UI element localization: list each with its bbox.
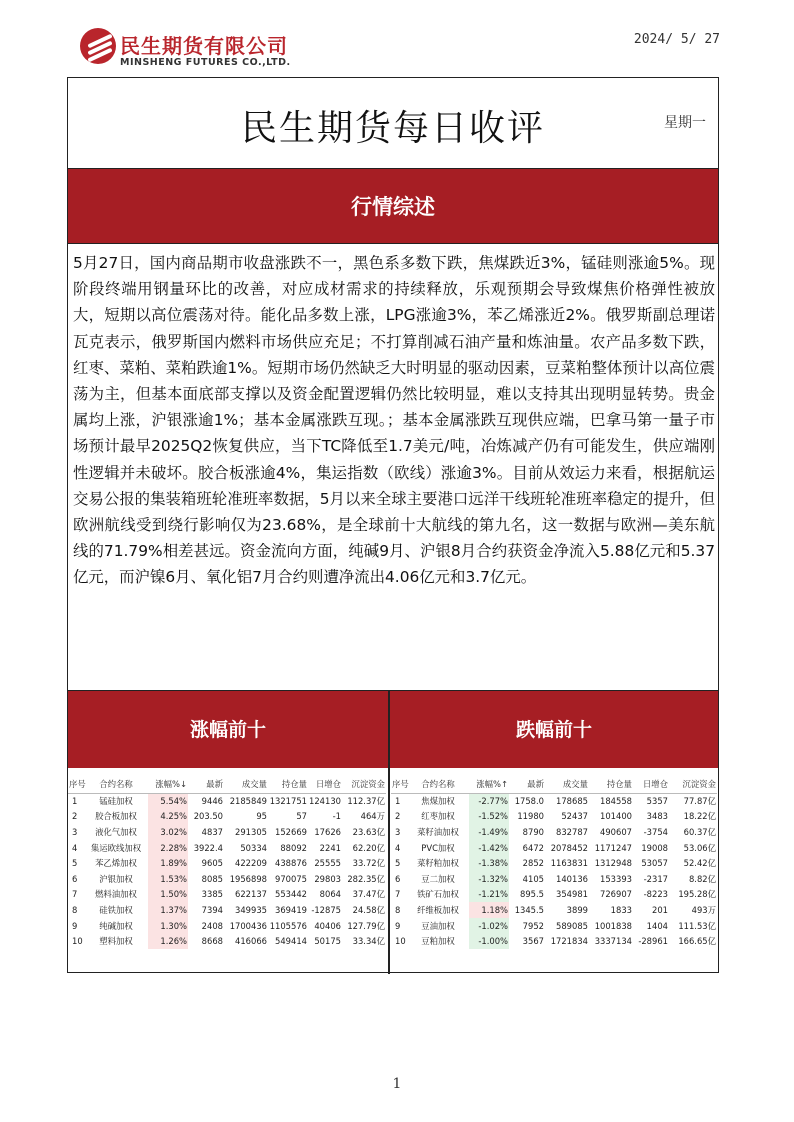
table-row (68, 871, 386, 887)
table-row (68, 793, 386, 809)
losers-col-header: 成交量 (545, 775, 589, 793)
gainers-cell: 7394 (201, 904, 223, 915)
title-row (68, 78, 718, 168)
gainers-cell: 112.37亿 (347, 796, 385, 807)
losers-cell: 豆粕加权 (421, 936, 455, 947)
page-header (0, 0, 794, 80)
losers-heading: 跌幅前十 (390, 690, 718, 768)
gainers-cell: 553442 (275, 889, 307, 900)
losers-table (391, 775, 717, 949)
gainers-cell: 6 (72, 873, 78, 884)
report-date: 2024/ 5/ 27 (633, 32, 720, 47)
gainers-cell: 25555 (314, 858, 341, 869)
losers-cell: 166.65亿 (678, 936, 716, 947)
losers-cell: 6 (395, 873, 401, 884)
table-row (391, 855, 717, 871)
losers-cell: 178685 (556, 796, 588, 807)
losers-col-header: 持仓量 (589, 775, 633, 793)
table-row (391, 918, 717, 934)
table-row (391, 840, 717, 856)
table-row (68, 918, 386, 934)
gainers-cell: 7 (72, 889, 78, 900)
gainers-cell: 8064 (319, 889, 341, 900)
losers-cell: 5357 (646, 796, 668, 807)
gainers-cell: 4837 (201, 826, 223, 837)
losers-cell: 895.5 (520, 889, 544, 900)
gainers-cell: 9 (72, 920, 78, 931)
gainers-cell: 438876 (275, 858, 307, 869)
losers-col-header: 沉淀资金 (669, 775, 717, 793)
gainers-table (68, 775, 386, 949)
losers-cell: 1 (395, 796, 401, 807)
losers-cell: -1.49% (469, 824, 509, 840)
losers-cell: 77.87亿 (683, 796, 716, 807)
losers-cell: 1163831 (550, 858, 588, 869)
gainers-cell: 24.58亿 (352, 904, 385, 915)
losers-cell: -8223 (643, 889, 668, 900)
gainers-cell: 9446 (201, 796, 223, 807)
losers-cell: 1721834 (550, 936, 588, 947)
gainers-cell: 50175 (314, 936, 341, 947)
losers-cell: 3 (395, 826, 401, 837)
losers-cell: 3899 (566, 904, 588, 915)
gainers-cell: 95 (256, 811, 267, 822)
losers-cell: 60.37亿 (683, 826, 716, 837)
losers-cell: 4 (395, 842, 401, 853)
gainers-cell: 40406 (314, 920, 341, 931)
losers-cell: 6472 (522, 842, 544, 853)
table-row (68, 933, 386, 949)
weekday-label: 星期一 (664, 115, 706, 131)
report-title: 民生期货每日收评 (240, 108, 545, 149)
table-row (391, 902, 717, 918)
losers-cell: 832787 (556, 826, 588, 837)
losers-cell: 7 (395, 889, 401, 900)
gainers-cell: 5 (72, 858, 78, 869)
gainers-cell: 2241 (319, 842, 341, 853)
minsheng-logo-icon (80, 28, 116, 64)
losers-cell: PVC加权 (421, 842, 455, 853)
gainers-cell: 1 (72, 796, 78, 807)
table-row (68, 887, 386, 903)
gainers-cell: 50334 (240, 842, 267, 853)
gainers-cell: 17626 (314, 826, 341, 837)
gainers-cell: 37.47亿 (352, 889, 385, 900)
gainers-cell: 3385 (201, 889, 223, 900)
losers-cell: -1.32% (469, 871, 509, 887)
gainers-cell: 127.79亿 (347, 920, 385, 931)
gainers-col-header: 沉淀资金 (342, 775, 386, 793)
gainers-cell: 1.26% (148, 933, 188, 949)
losers-cell: -2.77% (469, 793, 509, 809)
gainers-cell: 燃料油加权 (95, 889, 137, 900)
gainers-cell: 3 (72, 826, 78, 837)
losers-col-header: 涨幅%↑ (469, 775, 509, 793)
gainers-cell: 422209 (235, 858, 267, 869)
gainers-cell: 4.25% (148, 809, 188, 825)
losers-cell: 52.42亿 (683, 858, 716, 869)
gainers-cell: 2 (72, 811, 78, 822)
losers-col-header: 最新 (509, 775, 545, 793)
gainers-col-header: 合约名称 (84, 775, 148, 793)
losers-cell: 1001838 (594, 920, 632, 931)
gainers-body (68, 793, 386, 949)
losers-cell: 1171247 (594, 842, 632, 853)
gainers-cell: 124130 (309, 796, 341, 807)
gainers-cell: 349935 (235, 904, 267, 915)
losers-cell: -1.42% (469, 840, 509, 856)
gainers-cell: 液化气加权 (95, 826, 137, 837)
losers-cell: -2317 (643, 873, 668, 884)
gainers-cell: -12875 (311, 904, 341, 915)
losers-cell: 19008 (641, 842, 668, 853)
losers-cell: 1345.5 (514, 904, 544, 915)
gainers-cell: 锰硅加权 (99, 796, 133, 807)
gainers-cell: 416066 (235, 936, 267, 947)
gainers-cell: 苯乙烯加权 (95, 858, 137, 869)
losers-cell: 1.18% (469, 902, 509, 918)
gainers-cell: 282.35亿 (347, 873, 385, 884)
gainers-cell: 1.37% (148, 902, 188, 918)
gainers-cell: 152669 (275, 826, 307, 837)
losers-body (391, 793, 717, 949)
losers-cell: 1404 (646, 920, 668, 931)
table-row (68, 855, 386, 871)
losers-cell: 3337134 (594, 936, 632, 947)
losers-cell: 140136 (556, 873, 588, 884)
gainers-cell: 1.53% (148, 871, 188, 887)
losers-cell: 53.06亿 (683, 842, 716, 853)
gainers-cell: 1956898 (229, 873, 267, 884)
losers-cell: 10 (395, 936, 406, 947)
losers-cell: 8 (395, 904, 401, 915)
losers-cell: -1.02% (469, 918, 509, 934)
table-row (68, 840, 386, 856)
gainers-cell: 1700436 (229, 920, 267, 931)
report-frame (67, 77, 719, 973)
table-row (68, 824, 386, 840)
losers-col-header: 合约名称 (407, 775, 469, 793)
losers-cell: 5 (395, 858, 401, 869)
losers-cell: 490607 (600, 826, 632, 837)
gainers-heading: 涨幅前十 (68, 690, 388, 768)
losers-cell: 2 (395, 811, 401, 822)
losers-cell: 53057 (641, 858, 668, 869)
gainers-cell: 1105576 (269, 920, 307, 931)
losers-cell: 18.22亿 (683, 811, 716, 822)
gainers-cell: 2408 (201, 920, 223, 931)
gainers-cell: 291305 (235, 826, 267, 837)
overview-heading: 行情综述 (68, 168, 718, 244)
losers-cell: 红枣加权 (421, 811, 455, 822)
gainers-cell: 3922.4 (193, 842, 223, 853)
gainers-cell: 57 (296, 811, 307, 822)
table-row (391, 871, 717, 887)
gainers-header-row (68, 775, 386, 793)
gainers-cell: 1.30% (148, 918, 188, 934)
losers-cell: 4105 (522, 873, 544, 884)
table-row (68, 809, 386, 825)
gainers-col-header: 涨幅%↓ (148, 775, 188, 793)
gainers-cell: 硅铁加权 (99, 904, 133, 915)
losers-cell: 726907 (600, 889, 632, 900)
losers-cell: 2852 (522, 858, 544, 869)
losers-cell: 201 (652, 904, 668, 915)
gainers-cell: 29803 (314, 873, 341, 884)
losers-header-row (391, 775, 717, 793)
gainers-cell: 203.50 (193, 811, 223, 822)
losers-cell: 菜籽粕加权 (417, 858, 459, 869)
losers-cell: -1.00% (469, 933, 509, 949)
losers-cell: -3754 (643, 826, 668, 837)
losers-cell: 184558 (600, 796, 632, 807)
gainers-cell: 纯碱加权 (99, 920, 133, 931)
losers-cell: 3483 (646, 811, 668, 822)
table-row (391, 887, 717, 903)
table-row (391, 793, 717, 809)
losers-cell: -1.21% (469, 887, 509, 903)
losers-cell: 589085 (556, 920, 588, 931)
gainers-cell: 10 (72, 936, 83, 947)
losers-cell: 菜籽油加权 (417, 826, 459, 837)
gainers-col-header: 成交量 (224, 775, 268, 793)
losers-cell: 1833 (610, 904, 632, 915)
gainers-cell: 8 (72, 904, 78, 915)
gainers-cell: 33.72亿 (352, 858, 385, 869)
gainers-cell: 970075 (275, 873, 307, 884)
table-row (391, 933, 717, 949)
gainers-cell: 464万 (360, 811, 385, 822)
gainers-cell: 88092 (280, 842, 307, 853)
losers-cell: -1.52% (469, 809, 509, 825)
gainers-cell: 23.63亿 (352, 826, 385, 837)
gainers-cell: 8085 (201, 873, 223, 884)
market-summary-text: 5月27日，国内商品期市收盘涨跌不一，黑色系多数下跌，焦煤跌近3%，锰硅则涨逾5%。现阶段终端用钢量环比的改善，对应成材需求的持续释放，乐观预期会导致煤焦价格弹性被放大，短期以高位震荡对待。能化品多数上涨，LPG涨逾3%，苯乙烯涨近2%。俄罗斯副总理诺瓦克表示，俄罗斯国内燃料市场供应充足；不打算削减石油产量和炼油量。农产品多数下跌，红枣、菜粕、菜粕跌逾1%。短期市场仍然缺乏大时明显的驱动因素，豆菜粕整体预计以高位震荡为主，但基本面底部支撑以及资金配置逻辑仍然比较明显，难以支持其出现明显转势。贵金属均上涨，沪银涨逾1%；基本金属涨跌互现。；基本金属涨跌互现供应端，巴拿马第一量子市场预计最早2025Q2恢复供应，当下TC降低至1.7美元/吨，冶炼减产仍有可能发生，供应端刚性逻辑并未破坏。胶合板涨逾4%，集运指数（欧线）涨逾3%。目前从效运力来看，根据航运交易公报的集装箱班轮准班率数据，5月以来全球主要港口远洋干线班轮准班率稳定的提升，但欧洲航线受到绕行影响仅为23.68%，是全球前十大航线的第九名，这一数据与欧洲—美东航线的71.79%相差甚远。资金流向方面，纯碱9月、沪银8月合约获资金净流入5.88亿元和5.37亿元，而沪镍6月、氧化铝7月合约则遭净流出4.06亿元和3.7亿元。 (73, 254, 715, 587)
gainers-cell: 33.34亿 (352, 936, 385, 947)
losers-cell: -28961 (638, 936, 668, 947)
gainers-cell: 549414 (275, 936, 307, 947)
gainers-cell: -1 (332, 811, 341, 822)
losers-cell: 11980 (517, 811, 544, 822)
losers-cell: -1.38% (469, 855, 509, 871)
gainers-cell: 2185849 (229, 796, 267, 807)
table-row (391, 809, 717, 825)
page-number: 1 (392, 1076, 402, 1092)
losers-cell: 焦煤加权 (421, 796, 455, 807)
losers-cell: 52437 (561, 811, 588, 822)
losers-cell: 493万 (691, 904, 716, 915)
losers-cell: 2078452 (550, 842, 588, 853)
losers-cell: 3567 (522, 936, 544, 947)
gainers-cell: 胶合板加权 (95, 811, 137, 822)
losers-cell: 豆二加权 (421, 873, 455, 884)
gainers-cell: 1321751 (269, 796, 307, 807)
gainers-cell: 3.02% (148, 824, 188, 840)
gainers-col-header: 持仓量 (268, 775, 308, 793)
losers-col-header: 日增仓 (633, 775, 669, 793)
losers-col-header: 序号 (391, 775, 407, 793)
gainers-col-header: 序号 (68, 775, 84, 793)
losers-cell: 铁矿石加权 (417, 889, 459, 900)
gainers-cell: 9605 (201, 858, 223, 869)
losers-cell: 1312948 (594, 858, 632, 869)
table-row (391, 824, 717, 840)
table-row (68, 902, 386, 918)
losers-cell: 354981 (556, 889, 588, 900)
gainers-cell: 沪银加权 (99, 873, 133, 884)
gainers-col-header: 最新 (188, 775, 224, 793)
gainers-cell: 1.50% (148, 887, 188, 903)
losers-cell: 8.82亿 (688, 873, 716, 884)
gainers-cell: 集运欧线加权 (90, 842, 142, 853)
gainers-cell: 4 (72, 842, 78, 853)
losers-cell: 8790 (522, 826, 544, 837)
losers-cell: 195.28亿 (678, 889, 716, 900)
gainers-cell: 1.89% (148, 855, 188, 871)
losers-cell: 1758.0 (514, 796, 544, 807)
column-divider (388, 690, 390, 974)
company-name-en: MINSHENG FUTURES CO.,LTD. (120, 57, 291, 68)
gainers-cell: 5.54% (148, 793, 188, 809)
losers-cell: 153393 (600, 873, 632, 884)
losers-cell: 7952 (522, 920, 544, 931)
gainers-cell: 62.20亿 (352, 842, 385, 853)
gainers-cell: 369419 (275, 904, 307, 915)
company-name-cn: 民生期货有限公司 (120, 34, 288, 58)
gainers-col-header: 日增仓 (308, 775, 342, 793)
gainers-cell: 8668 (201, 936, 223, 947)
losers-cell: 111.53亿 (678, 920, 716, 931)
gainers-cell: 塑料加权 (99, 936, 133, 947)
losers-cell: 9 (395, 920, 401, 931)
losers-cell: 纤维板加权 (417, 904, 459, 915)
losers-cell: 101400 (600, 811, 632, 822)
gainers-cell: 622137 (235, 889, 267, 900)
losers-cell: 豆油加权 (421, 920, 455, 931)
gainers-cell: 2.28% (148, 840, 188, 856)
